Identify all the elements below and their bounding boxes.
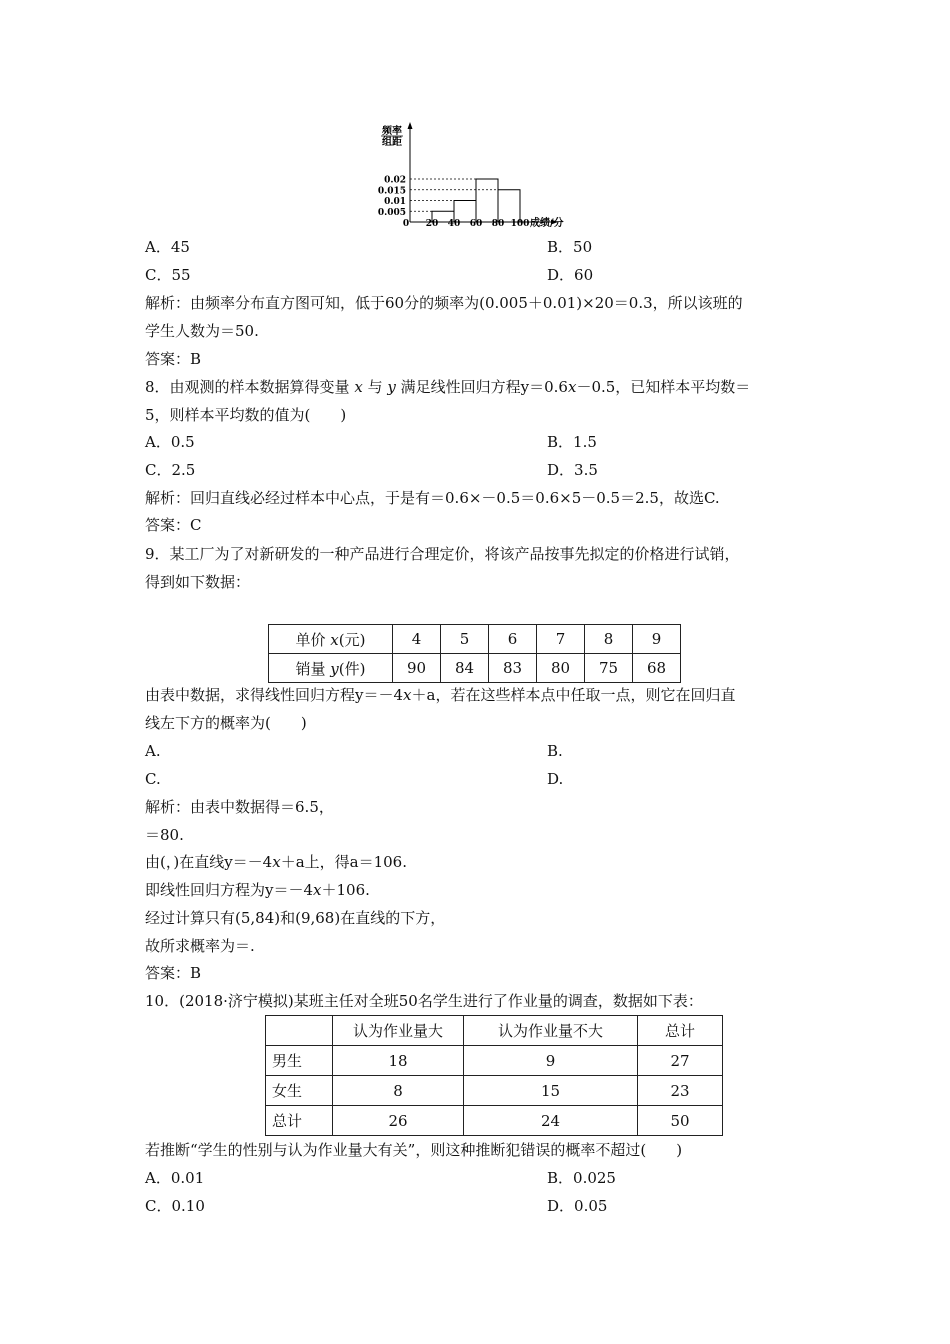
q9-option-c: C. — [145, 770, 161, 788]
q10-table-cell: 9 — [464, 1046, 638, 1076]
q10-table-header-row — [266, 1016, 723, 1046]
q10-table-row-total — [266, 1106, 723, 1136]
q9-table-row-price — [269, 625, 681, 654]
q9-table-cell: 4 — [393, 625, 441, 654]
q7-option-a: A．45 — [145, 238, 190, 256]
y-axis-arrow — [408, 122, 413, 129]
q7-option-c: C．55 — [145, 266, 191, 284]
q9-analysis-line-6: 故所求概率为＝. — [145, 937, 255, 955]
q7-analysis-line-2: 学生人数为＝50. — [145, 322, 259, 340]
q7-answer: 答案：B — [145, 350, 202, 368]
q9-table-cell: 75 — [585, 654, 633, 683]
y-tick-label: 0.015 — [377, 186, 406, 197]
q10-question: 若推断“学生的性别与认为作业量大有关”，则这种推断犯错误的概率不超过( ) — [145, 1141, 683, 1159]
x-axis-label: 成绩/分 — [530, 218, 564, 229]
q10-contingency-table — [265, 1015, 723, 1136]
q10-table-cell: 24 — [464, 1106, 638, 1136]
q9-option-d: D. — [547, 770, 564, 788]
histogram-bar — [476, 179, 498, 222]
q9-table-cell: 68 — [633, 654, 681, 683]
x-tick-label: 0 — [402, 219, 410, 229]
q10-table-cell: 8 — [333, 1076, 464, 1106]
x-tick-label: 100 — [510, 219, 530, 229]
q10-table-row-label: 男生 — [266, 1046, 333, 1076]
q10-stem: 10．(2018·济宁模拟)某班主任对全班50名学生进行了作业量的调查，数据如下表： — [145, 992, 703, 1010]
q8-answer: 答案：C — [145, 516, 202, 534]
q10-table-corner — [266, 1016, 333, 1046]
q10-table-header-total: 总计 — [638, 1016, 723, 1046]
q10-table-cell: 26 — [333, 1106, 464, 1136]
q9-analysis-line-2: ＝80. — [145, 826, 184, 844]
q9-table-cell: 7 — [537, 625, 585, 654]
q9-option-a: A. — [145, 742, 161, 760]
q8-stem-line-2: 5，则样本平均数的值为( ) — [145, 406, 347, 424]
q10-option-c: C．0.10 — [145, 1197, 205, 1215]
q9-analysis-line-1: 解析：由表中数据得＝6.5， — [145, 798, 334, 816]
q9-table-cell: 84 — [441, 654, 489, 683]
q10-table-cell: 15 — [464, 1076, 638, 1106]
q9-analysis-line-3: 由(，)在直线y＝－4x＋a上，得a＝106. — [145, 853, 407, 871]
q9-table-cell: 6 — [489, 625, 537, 654]
q9-table-cell: 9 — [633, 625, 681, 654]
q9-table-cell: 90 — [393, 654, 441, 683]
q8-analysis: 解析：回归直线必经过样本中心点，于是有＝0.6×－0.5＝0.6×5－0.5＝2.5，故选C. — [145, 489, 720, 507]
x-tick-label: 20 — [425, 219, 439, 229]
frequency-histogram — [370, 120, 590, 232]
q8-option-b: B．1.5 — [547, 433, 597, 451]
y-tick-label: 0.005 — [377, 207, 406, 218]
q10-table-row-male — [266, 1046, 723, 1076]
q10-table-cell: 27 — [638, 1046, 723, 1076]
histogram-bar — [498, 190, 520, 222]
q9-stem-line-1: 9．某工厂为了对新研发的一种产品进行合理定价，将该产品按事先拟定的价格进行试销， — [145, 545, 740, 563]
q10-table-header-not-heavy: 认为作业量不大 — [464, 1016, 638, 1046]
q10-table-row-female — [266, 1076, 723, 1106]
q9-table-cell: 80 — [537, 654, 585, 683]
q10-table-cell: 50 — [638, 1106, 723, 1136]
q9-table-row-sales — [269, 654, 681, 683]
y-axis-label-bottom: 组距 — [382, 137, 402, 148]
q10-table-cell: 18 — [333, 1046, 464, 1076]
q10-table-header-heavy: 认为作业量大 — [333, 1016, 464, 1046]
q9-answer: 答案：B — [145, 964, 202, 982]
q8-option-d: D．3.5 — [547, 461, 598, 479]
q8-option-a: A．0.5 — [145, 433, 195, 451]
q8-stem-line-1: 8．由观测的样本数据算得变量 x 与 y 满足线性回归方程y＝0.6x－0.5，已知样本平均数＝ — [145, 378, 751, 396]
x-tick-label: 40 — [447, 219, 461, 229]
y-axis-label-top: 频率 — [382, 126, 402, 137]
q10-table-cell: 23 — [638, 1076, 723, 1106]
q7-analysis-line-1: 解析：由频率分布直方图可知，低于60分的频率为(0.005＋0.01)×20＝0.3，所以该班的 — [145, 294, 743, 312]
q8-option-c: C．2.5 — [145, 461, 196, 479]
q9-analysis-line-4: 即线性回归方程为y＝－4x＋106. — [145, 881, 370, 899]
q10-option-d: D．0.05 — [547, 1197, 608, 1215]
q7-option-d: D．60 — [547, 266, 594, 284]
q7-option-b: B．50 — [547, 238, 593, 256]
q9-table-header-sales: 销量 y(件) — [269, 654, 393, 683]
q9-table-cell: 5 — [441, 625, 489, 654]
q10-option-b: B．0.025 — [547, 1169, 616, 1187]
q9-table-header-price: 单价 x(元) — [269, 625, 393, 654]
q9-after-line-1: 由表中数据，求得线性回归方程y＝－4x＋a，若在这些样本点中任取一点，则它在回归直 — [145, 686, 736, 704]
q9-analysis-line-5: 经过计算只有(5,84)和(9,68)在直线的下方， — [145, 909, 446, 927]
q10-option-a: A．0.01 — [145, 1169, 205, 1187]
y-tick-label: 0.02 — [384, 175, 406, 186]
x-tick-label: 60 — [469, 219, 483, 229]
q10-table-row-label: 女生 — [266, 1076, 333, 1106]
q10-table-row-label: 总计 — [266, 1106, 333, 1136]
q9-price-sales-table — [268, 624, 681, 683]
x-tick-label: 80 — [491, 219, 505, 229]
q9-table-cell: 83 — [489, 654, 537, 683]
q9-option-b: B. — [547, 742, 563, 760]
q9-after-line-2: 线左下方的概率为( ) — [145, 714, 307, 732]
y-tick-label: 0.01 — [384, 197, 406, 207]
q9-table-cell: 8 — [585, 625, 633, 654]
q9-stem-line-2: 得到如下数据： — [145, 573, 251, 591]
